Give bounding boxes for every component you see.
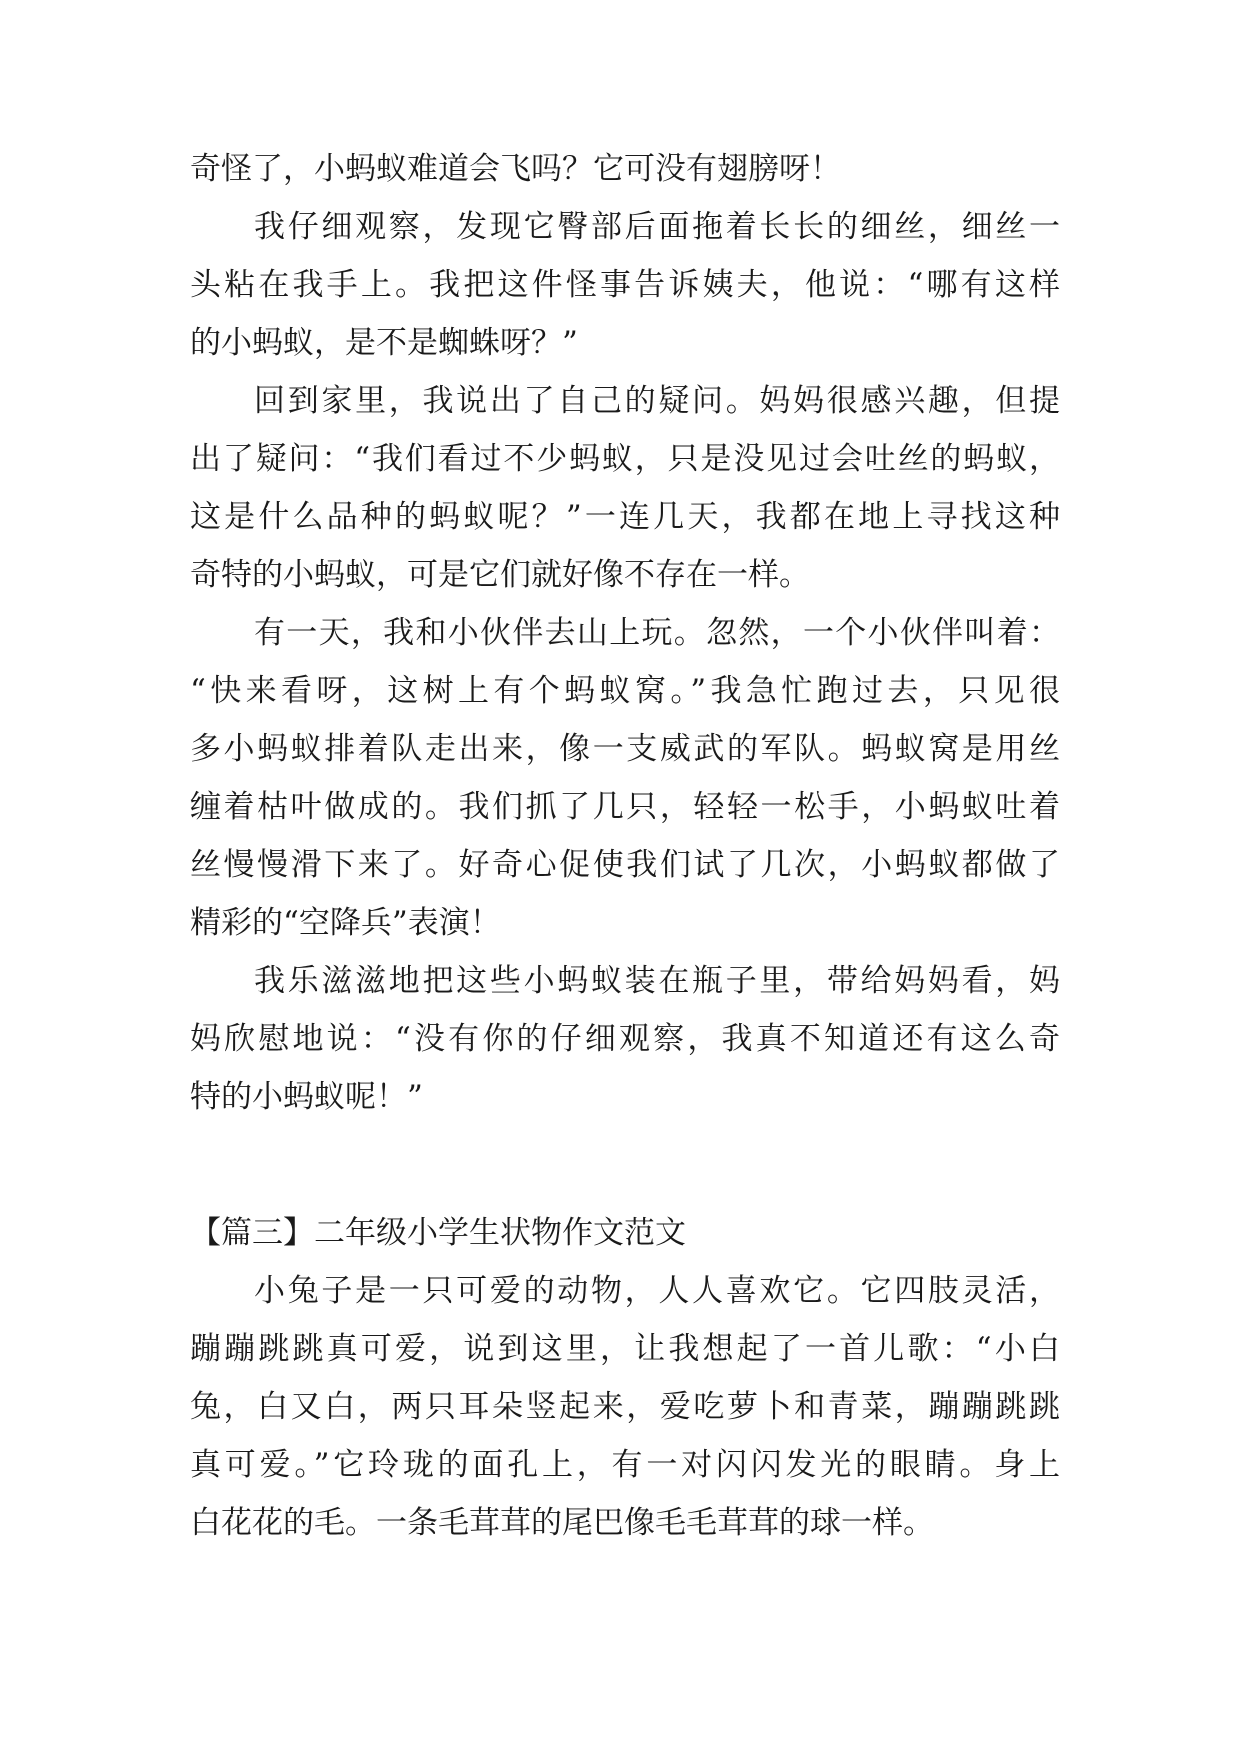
text-line: 精彩的“空降兵”表演！ — [190, 905, 501, 941]
text-line: 特的小蚂蚁呢！” — [190, 1079, 423, 1115]
text-line: 头粘在我手上。我把这件怪事告诉姨夫，他说：“哪有这样 — [190, 267, 1060, 303]
text-line: 兔，白又白，两只耳朵竖起来，爱吃萝卜和青菜，蹦蹦跳跳 — [190, 1389, 1060, 1425]
text-line: 有一天，我和小伙伴去山上玩。忽然，一个小伙伴叫着： — [254, 615, 1060, 651]
text-line: 多小蚂蚁排着队走出来，像一支威武的军队。蚂蚁窝是用丝 — [190, 731, 1060, 767]
paragraph-gap — [190, 1126, 1060, 1184]
text-line: 缠着枯叶做成的。我们抓了几只，轻轻一松手，小蚂蚁吐着 — [190, 789, 1060, 825]
text-line: 白花花的毛。一条毛茸茸的尾巴像毛毛茸茸的球一样。 — [190, 1505, 934, 1541]
text-line: 回到家里，我说出了自己的疑问。妈妈很感兴趣，但提 — [254, 383, 1060, 419]
text-line: 丝慢慢滑下来了。好奇心促使我们试了几次，小蚂蚁都做了 — [190, 847, 1060, 883]
text-line: 奇怪了，小蚂蚁难道会飞吗？它可没有翅膀呀！ — [190, 151, 841, 187]
section-heading: 【篇三】二年级小学生状物作文范文 — [190, 1215, 686, 1251]
text-line: 我乐滋滋地把这些小蚂蚁装在瓶子里，带给妈妈看，妈 — [254, 963, 1060, 999]
text-line: “快来看呀，这树上有个蚂蚁窝。”我急忙跑过去，只见很 — [190, 673, 1060, 709]
text-line: 真可爱。”它玲珑的面孔上，有一对闪闪发光的眼睛。身上 — [190, 1447, 1060, 1483]
text-line: 出了疑问：“我们看过不少蚂蚁，只是没见过会吐丝的蚂蚁， — [190, 441, 1060, 477]
text-line: 妈欣慰地说：“没有你的仔细观察，我真不知道还有这么奇 — [190, 1021, 1060, 1057]
text-line: 这是什么品种的蚂蚁呢？”一连几天，我都在地上寻找这种 — [190, 499, 1060, 535]
text-line: 我仔细观察，发现它臀部后面拖着长长的细丝，细丝一 — [254, 209, 1060, 245]
document-page — [190, 140, 1060, 1552]
text-line: 小兔子是一只可爱的动物，人人喜欢它。它四肢灵活， — [254, 1273, 1060, 1309]
text-line: 蹦蹦跳跳真可爱，说到这里，让我想起了一首儿歌：“小白 — [190, 1331, 1060, 1367]
text-line: 奇特的小蚂蚁，可是它们就好像不存在一样。 — [190, 557, 810, 593]
text-line: 的小蚂蚁，是不是蜘蛛呀？” — [190, 325, 578, 361]
